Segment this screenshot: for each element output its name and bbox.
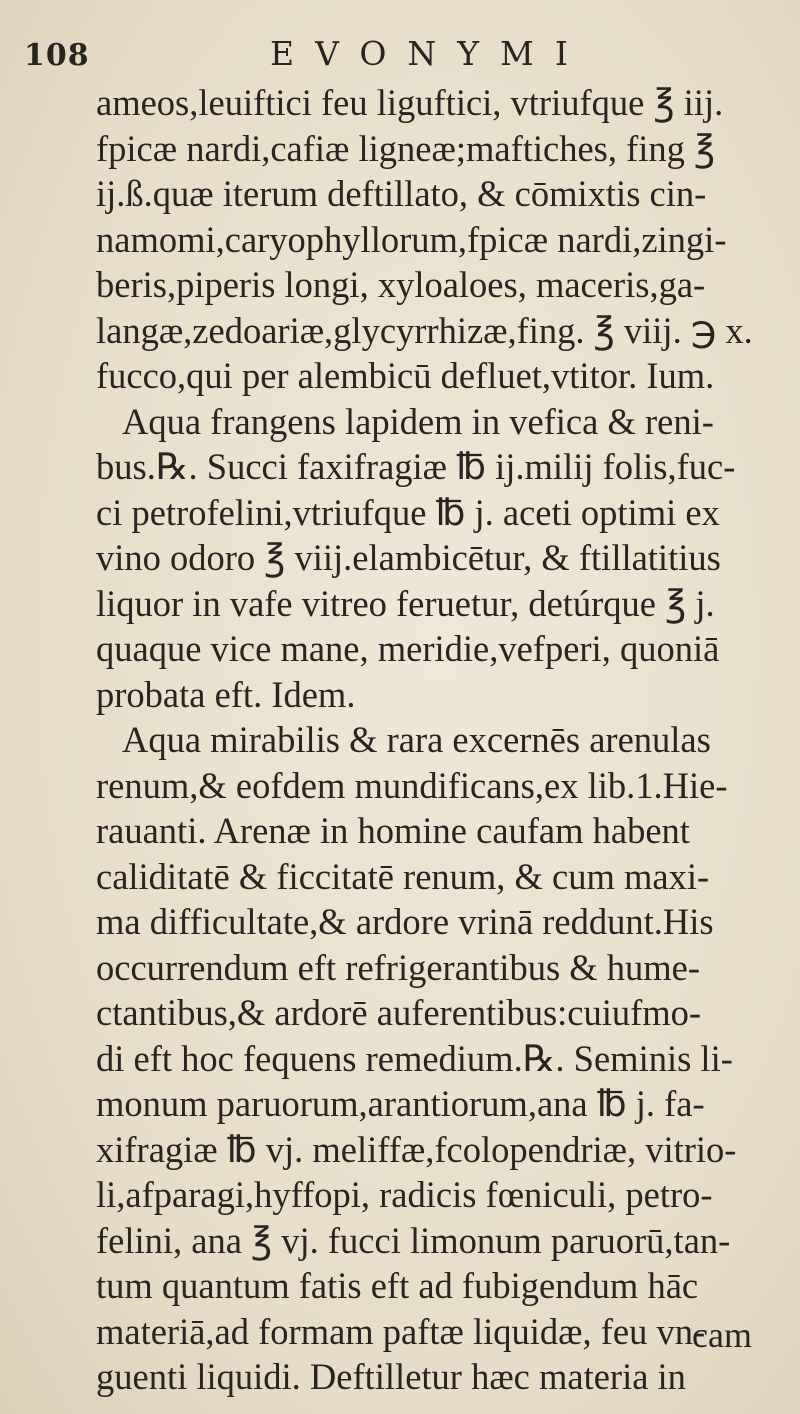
page-number: 108 — [24, 38, 90, 73]
text-line: Aqua mirabilis & rara excernēs arenulas — [122, 719, 711, 760]
text-line: guenti liquidi. Deftilletur hæc materia in — [96, 1356, 686, 1397]
text-line: fpicæ nardi,cafiæ ligneæ;maftiches, fing ℥ — [96, 127, 716, 169]
text-line: li,afparagi,hyffopi, radicis fœniculi, petro- — [96, 1174, 713, 1215]
text-line: quaque vice mane, meridie,vefperi, quoniā — [96, 628, 720, 669]
text-line: ci petrofelini,vtriufque ℔ j. aceti optimi ex — [96, 491, 720, 533]
text-line: bus.℞. Succi faxifragiæ ℔ ij.milij folis,fuc- — [96, 446, 736, 487]
text-line: fucco,qui per alembicū defluet,vtitor. Ium. — [96, 355, 715, 396]
body-text — [96, 80, 786, 1400]
text-line: tum quantum fatis eft ad fubigendum hāc — [96, 1265, 699, 1306]
text-line: ma difficultate,& ardore vrinā reddunt.His — [96, 901, 714, 942]
text-line: ctantibus,& ardorē auferentibus:cuiufmo- — [96, 992, 702, 1033]
text-line: felini, ana ℥ vj. fucci limonum paruorū,tan- — [96, 1219, 731, 1261]
text-line: beris,piperis longi, xyloaloes, maceris,ga- — [96, 264, 706, 305]
text-line: probata eft. Idem. — [96, 673, 356, 715]
running-head: EVONYMI — [270, 34, 589, 73]
text-line: monum paruorum,arantiorum,ana ℔ j. fa- — [96, 1083, 705, 1124]
text-line: vino odoro ℥ viij.elambicētur, & ftillatitius — [96, 537, 721, 578]
text-line: renum,& eofdem mundificans,ex lib.1.Hie- — [96, 764, 728, 806]
text-line: xifragiæ ℔ vj. meliffæ,fcolopendriæ, vitrio- — [96, 1128, 737, 1170]
text-line: Aqua frangens lapidem in vefica & reni- — [122, 400, 714, 442]
catchword: cam — [692, 1315, 752, 1355]
text-line: occurrendum eft refrigerantibus & hume- — [96, 946, 701, 988]
text-line: namomi,caryophyllorum,fpicæ nardi,zingi- — [96, 218, 727, 260]
text-line: di eft hoc fequens remedium.℞. Seminis li- — [96, 1037, 733, 1079]
text-line: caliditatē & ficcitatē renum, & cum maxi- — [96, 855, 710, 897]
text-line: ameos,leuiftici feu liguftici, vtriufque ℥ iij. — [96, 82, 724, 123]
text-line: materiā,ad formam paftæ liquidæ, feu vn- — [96, 1310, 706, 1352]
text-line: ij.ß.quæ iterum deftillato, & cōmixtis cin- — [96, 173, 707, 214]
text-line: liquor in vafe vitreo feruetur, detúrque ℥ j. — [96, 582, 715, 624]
text-line: langæ,zedoariæ,glycyrrhizæ,fing. ℥ viij. ℈ x. — [96, 309, 753, 351]
text-line: rauanti. Arenæ in homine caufam habent — [96, 810, 690, 851]
